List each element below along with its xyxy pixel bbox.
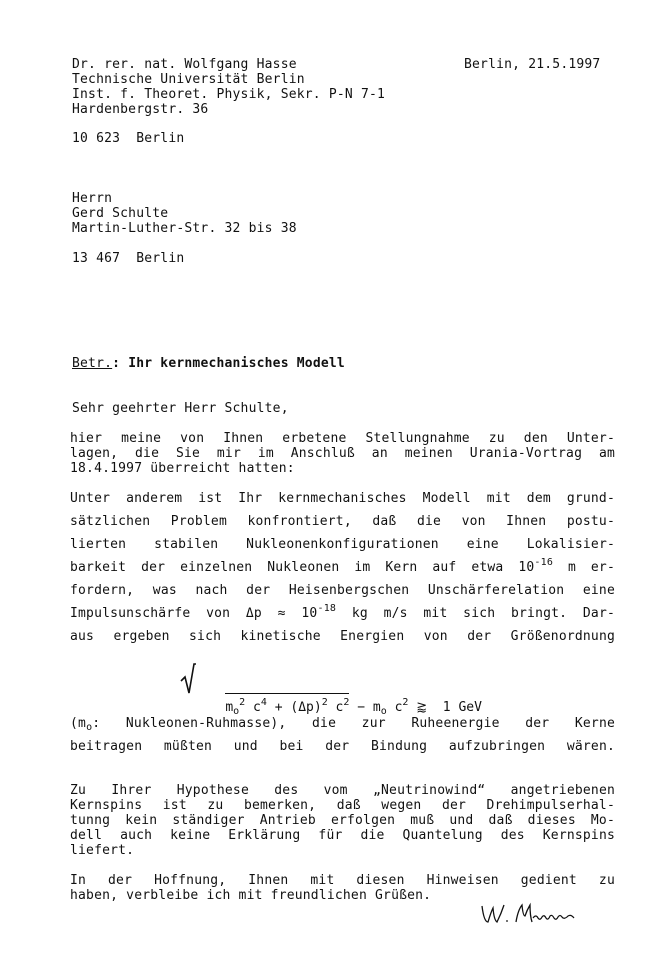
formula-c2-c: c [327,700,344,715]
formula-sub0: o [233,706,240,717]
formula-c4-c: c [245,700,261,715]
date-line: Berlin, 21.5.1997 [464,57,601,72]
subject-label: Betr. [72,356,113,371]
para2-line-3: lierten stabilen Nukleonenkonfigurationen eine Lokalisier- [70,537,615,552]
para4-line-2: Kernspins ist zu bemerken, daß wegen der Drehimpulserhal- [70,798,615,813]
para4-line-1: Zu Ihrer Hypothese des vom „Neutrinowind“ angetriebenen [70,783,615,798]
square-root-sign-icon [180,663,196,697]
para5-line-1: In der Hoffnung, Ihnen mit diesen Hinweisen gedient zu [70,873,615,888]
sender-street: Hardenbergstr. 36 [72,102,209,117]
handwritten-signature [480,900,580,932]
para1-line-3: 18.4.1997 überreicht hatten: [70,461,295,476]
formula-sub0b: o [380,706,387,717]
para3-line-2: beitragen müßten und bei der Bindung aufzubringen wären. [70,739,615,754]
sender-department: Inst. f. Theoret. Physik, Sekr. P-N 7-1 [72,87,386,102]
formula-sup4: 4 [260,697,267,708]
formula-sup2c: 2 [343,697,350,708]
formula-radicand [225,693,349,715]
formula-sup2b: 2 [321,697,328,708]
para2-line-6-b: kg m/s mit sich bringt. Dar- [336,606,616,621]
subject-text: Ihr kernmechanisches Modell [128,356,345,371]
para2-line-4 [70,557,615,576]
para1-line-1: hier meine von Ihnen erbetene Stellungnahme zu den Unter- [70,431,615,446]
subject-line [72,356,345,372]
para3-line-1-sub: o [86,722,93,733]
formula-sup2: 2 [239,697,246,708]
sender-city: 10 623 Berlin [72,131,185,146]
formula-m: m [225,700,234,715]
formula-plus: + (Δp) [266,700,322,715]
para2-line-6 [70,603,616,622]
para1-line-2: lagen, die Sie mir im Anschluß an meinen Urania-Vortrag am [70,446,615,461]
signature-drawing [480,900,580,928]
formula-sup2d: 2 [402,697,409,708]
para4-line-3: tunng kein ständiger Antrieb erfolgen muß und daß dieses Mo- [70,813,615,828]
greeting: Sehr geehrter Herr Schulte, [72,401,289,416]
para3-line-1-b: : Nukleonen-Ruhmasse), die zur Ruheenergie der Kerne [92,716,615,731]
sender-name: Dr. rer. nat. Wolfgang Hasse [72,57,297,72]
para2-line-2: sätzlichen Problem konfrontiert, daß die von Ihnen postu- [70,514,615,529]
formula-result: ⪆ 1 GeV [408,700,482,715]
formula-minus-m: − m [349,700,381,715]
para2-line-1: Unter anderem ist Ihr kernmechanisches Modell mit dem grund- [70,491,615,506]
recipient-name: Gerd Schulte [72,206,169,221]
para5-line-2: haben, verbleibe ich mit freundlichen Grüßen. [70,888,432,903]
para3-line-1 [70,716,615,732]
subject-gap [120,356,128,371]
para4-line-4: dell auch keine Erklärung für die Quantelung des Kernspins [70,828,615,843]
sender-institution: Technische Universität Berlin [72,72,305,87]
para2-line-6-a: Impulsunschärfe von [70,606,246,621]
para2-line-4-a: barkeit der einzelnen Nukleonen im Kern auf etwa 10 [70,560,535,575]
recipient-salutation: Herrn [72,191,113,206]
para2-line-6-delta: Δp ≈ 10 [245,606,318,621]
formula-c2b: c [386,700,403,715]
para2-line-6-exp: -18 [317,603,337,614]
para4-line-5: liefert. [70,843,135,858]
para2-line-7: aus ergeben sich kinetische Energien von der Größenordnung [70,629,615,644]
recipient-city: 13 467 Berlin [72,251,185,266]
recipient-street: Martin-Luther-Str. 32 bis 38 [72,221,297,236]
para2-line-5: fordern, was nach der Heisenbergschen Unschärferelation eine [70,583,615,598]
para2-line-4-exp: -16 [534,557,554,568]
subject-colon: : [112,356,121,371]
para3-line-1-a: (m [70,716,87,731]
para2-line-4-b: m er- [553,560,615,575]
